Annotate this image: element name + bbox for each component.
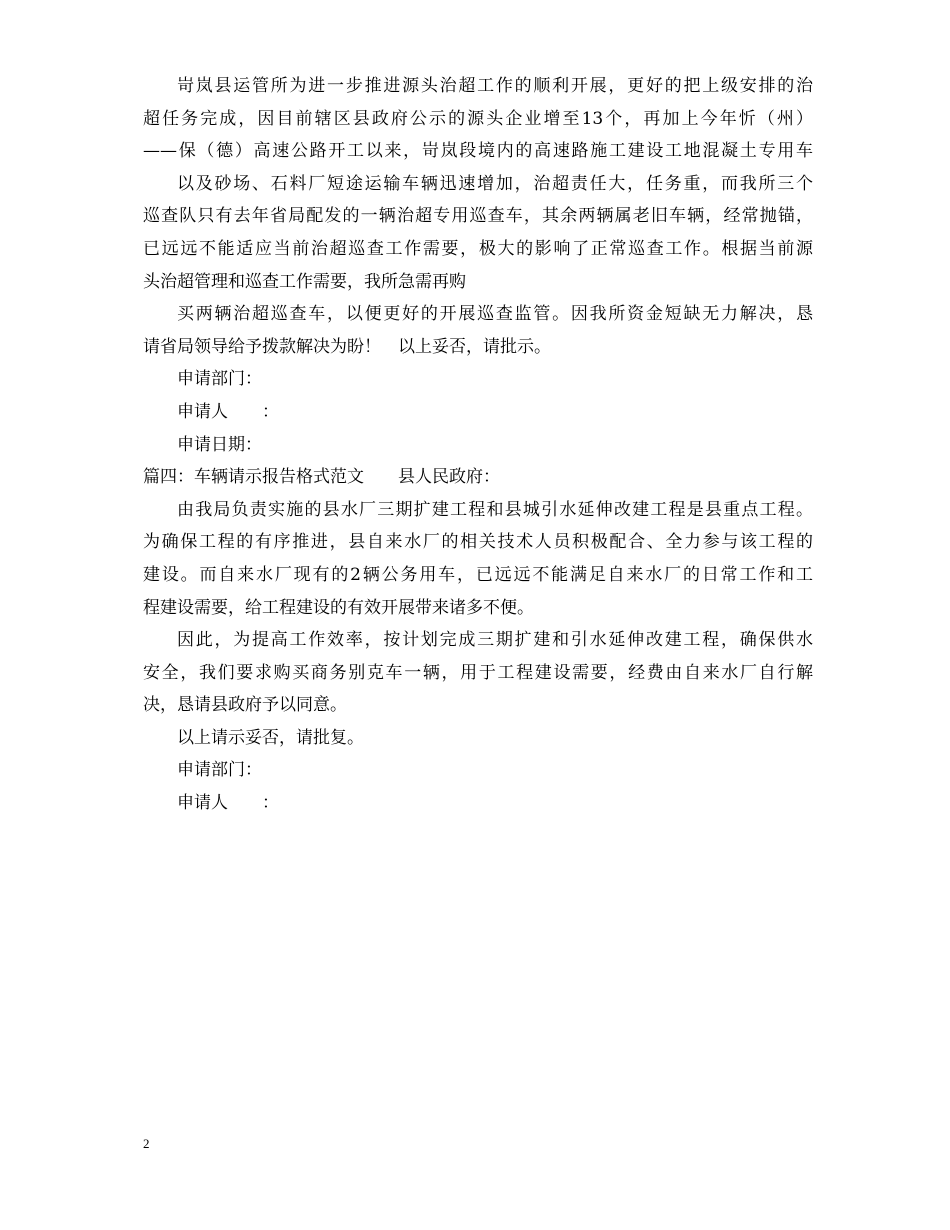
page-number: 2 bbox=[143, 1136, 150, 1151]
text-line: 程建设需要，给工程建设的有效开展带来诸多不便。 bbox=[143, 597, 534, 618]
text-line: 岢岚县运管所为进一步推进源头治超工作的顺利开展，更好的把上级安排的治 bbox=[177, 76, 813, 96]
text-line: 申请部门： bbox=[177, 760, 262, 781]
section-heading: 篇四：车辆请示报告格式范文 县人民政府： bbox=[143, 467, 500, 488]
document-body bbox=[143, 70, 813, 820]
text-line: 买两辆治超巡查车，以便更好的开展巡查监管。因我所资金短缺无力解决，恳 bbox=[177, 304, 813, 325]
text-line: 申请日期： bbox=[177, 434, 262, 455]
text-line: 以及砂场、石料厂短途运输车辆迅速增加，治超责任大，任务重，而我所三个 bbox=[177, 173, 813, 194]
text-line: 安全，我们要求购买商务别克车一辆，用于工程建设需要，经费由自来水厂自行解 bbox=[143, 662, 813, 683]
text-line: 超任务完成，因目前辖区县政府公示的源头企业增至13个，再加上今年忻（州） bbox=[143, 108, 813, 129]
text-line: 申请人 ： bbox=[177, 401, 279, 422]
text-line: 巡查队只有去年省局配发的一辆治超专用巡查车，其余两辆属老旧车辆，经常抛锚， bbox=[143, 206, 813, 227]
text-line: 请省局领导给予拨款解决为盼！ 以上妥否，请批示。 bbox=[143, 336, 551, 357]
text-line: 因此，为提高工作效率，按计划完成三期扩建和引水延伸改建工程，确保供水 bbox=[177, 630, 813, 651]
text-line: ——保（德）高速公路开工以来，岢岚段境内的高速路施工建设工地混凝土专用车 bbox=[143, 141, 813, 162]
text-line: 以上请示妥否，请批复。 bbox=[177, 727, 364, 748]
text-line: 为确保工程的有序推进，县自来水厂的相关技术人员积极配合、全力参与该工程的 bbox=[143, 532, 813, 553]
text-line: 申请部门： bbox=[177, 369, 262, 390]
text-line: 已远远不能适应当前治超巡查工作需要，极大的影响了正常巡查工作。根据当前源 bbox=[143, 238, 813, 259]
text-line: 建设。而自来水厂现有的2辆公务用车，已远远不能满足自来水厂的日常工作和工 bbox=[143, 564, 813, 585]
text-line: 申请人 ： bbox=[177, 793, 279, 814]
text-line: 由我局负责实施的县水厂三期扩建工程和县城引水延伸改建工程是县重点工程。 bbox=[177, 499, 813, 520]
text-line: 头治超管理和巡查工作需要，我所急需再购 bbox=[143, 271, 466, 292]
text-line: 决，恳请县政府予以同意。 bbox=[143, 695, 347, 716]
